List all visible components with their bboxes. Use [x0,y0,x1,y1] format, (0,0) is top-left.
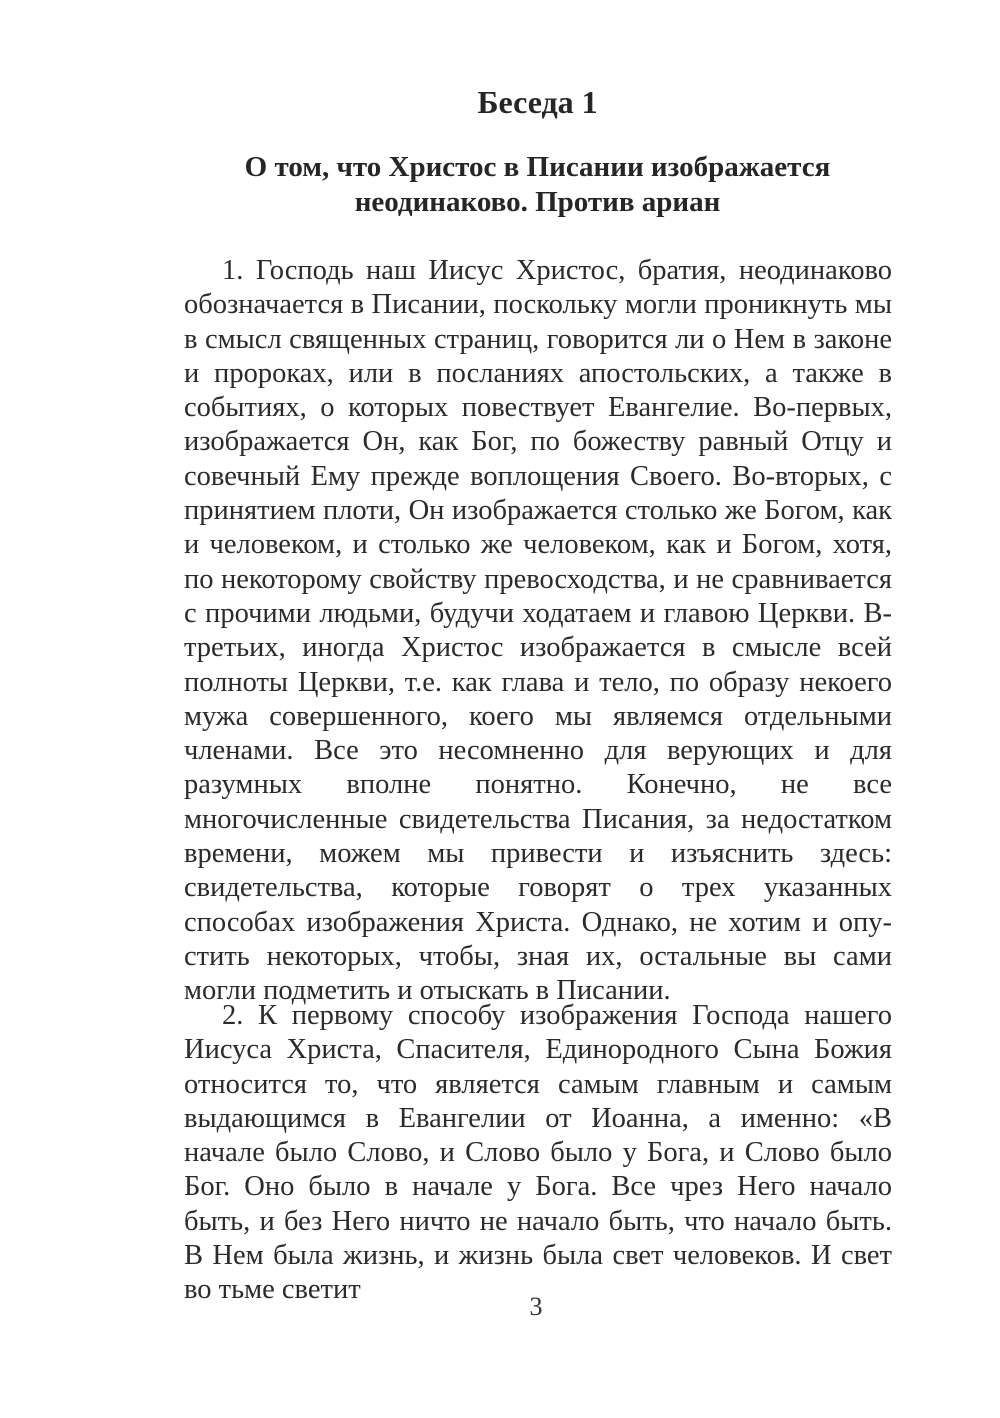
page-number: 3 [529,1292,543,1321]
chapter-subtitle: О том, что Христос в Писании изображается неодинаково. Против ариан [244,151,831,218]
chapter-title: Беседа 1 [477,84,598,120]
body-paragraph-1: 1. Господь наш Иисус Христос, братия, неодинаково обозначается в Писании, поскольку могли проникнуть мы в смысл священных страниц, говорится ли о Нем в законе и пророках, или в посланиях апостольских, а также в событиях, о которых повествует Евангелие. Во-первых, изображается Он, как Бог, по божеству равный Отцу и совечный Ему прежде воплощения Своего. Во-вторых, с принятием плоти, Он изображается столько же Богом, как и человеком, и столько же человеком, как и Богом, хотя, по некоторому свойству превосходства, и не сравнивается с прочими людьми, будучи ходатаем и главою Церкви. В-третьих, иногда Христос изображается в смысле всей полноты Церкви, т.е. как глава и тело, по образу некоего мужа совершенного, коего мы являемся отдельными членами. Все это несомненно для верующих и для разумных вполне понятно. Конечно, не все многочисленные свидетельства Писания, за недостатком времени, можем мы привести и изъяснить здесь: свидетельства, которые говорят о трех указанных способах изображения Христа. Однако, не хотим и опустить некоторых, чтобы, зная их, остальные вы сами могли подметить и отыскать в Писании. [184,255,892,1007]
body-paragraph-2: 2. К первому способу изображения Господа нашего Иисуса Христа, Спасителя, Единородного Сына Божия относится то, что является самым главным и самым выдающимся в Евангелии от Иоанна, а именно: «В начале было Слово, и Слово было у Бога, и Слово было Бог. Оно было в начале у Бога. Все чрез Него начало быть, и без Него ничто не начало быть, что начало быть. В Нем была жизнь, и жизнь была свет человеков. И свет во тьме светит [184,1000,892,1306]
